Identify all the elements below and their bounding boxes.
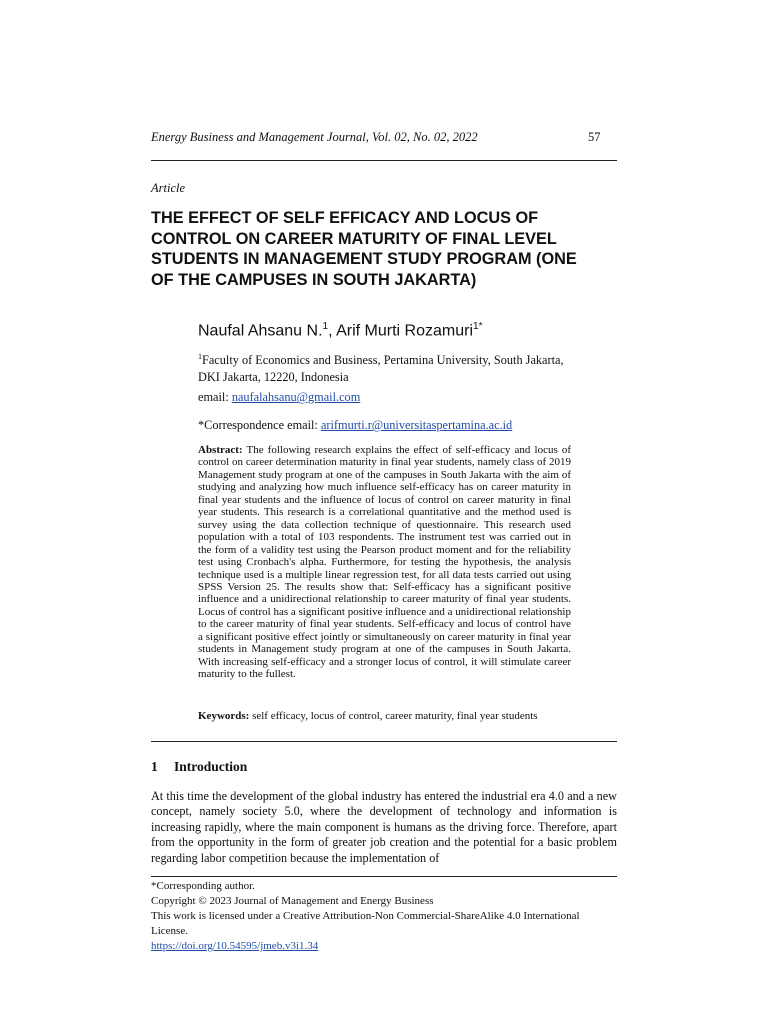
license-note: This work is licensed under a Creative Attribution-Non Commercial-ShareAlike 4.0 International License. [151,910,580,937]
author-affiliation [198,348,578,386]
keywords [198,710,571,723]
footnote-rule [151,876,617,877]
running-head-journal: Energy Business and Management Journal, Vol. 02, No. 02, 2022 [151,130,478,144]
corresponding-author-note: *Corresponding author. [151,880,255,892]
section-number: 1 [151,759,158,774]
author-email-line [198,390,360,405]
section-title: Introduction [174,759,248,774]
correspondence-email-line [198,418,512,433]
author-affiliation-mark: 1 [322,321,329,332]
correspondence-label: *Correspondence email: [198,418,321,432]
footnotes [151,879,617,954]
section-heading-introduction [151,759,247,775]
keywords-label: Keywords: [198,710,250,722]
keywords-text: self efficacy, locus of control, career maturity, final year students [249,710,538,722]
copyright-note: Copyright © 2023 Journal of Management and Energy Business [151,895,434,907]
abstract [198,444,571,681]
page-number: 57 [588,130,601,144]
abstract-label: Abstract: [198,444,243,456]
affiliation-text: Faculty of Economics and Business, Pertamina University, South Jakarta, DKI Jakarta, 12220, Indonesia [198,353,564,385]
author-affiliation-mark: 1* [473,321,483,332]
article-type-label: Article [151,181,186,195]
affiliation-mark: 1 [198,352,202,361]
correspondence-email-link[interactable]: arifmurti.r@universitaspertamina.ac.id [320,418,513,432]
author-list [198,321,482,340]
paper-title: THE EFFECT OF SELF EFFICACY AND LOCUS OF CONTROL ON CAREER MATURITY OF FINAL LEVEL STUDENTS IN MANAGEMENT STUDY PROGRAM (ONE OF THE CAMPUSES IN SOUTH JAKARTA) [151,209,577,289]
section-rule [151,741,617,742]
doi-link[interactable]: https://doi.org/10.54595/jmeb.v3i1.34 [151,940,319,952]
email-link[interactable]: naufalahsanu@gmail.com [231,390,361,404]
author-name: Naufal Ahsanu N. [198,322,323,340]
author-name: Arif Murti Rozamuri [336,322,474,340]
author-separator: , [328,322,337,340]
introduction-paragraph: At this time the development of the global industry has entered the industrial era 4.0 and a new concept, namely society 5.0, where the development of technology and information is increasing rapidly, where the main component is humans as the driving force. Therefore, apart from the opportunity in the form of greater job creation and the potential for a basic problem regarding labor competition because the implementation of [151,789,617,865]
abstract-text: The following research explains the effect of self-efficacy and locus of control on career determination maturity in final year students, namely class of 2019 Management study program at one of the campuses in South Jakarta with the aim of studying and analyzing how much influence self-efficacy has on career maturity in final year students and the influence of locus of control on career maturity in final year students. This research is a correlational quantitative and the method used is survey using the data collection technique of questionnaire. This research used population with a total of 103 respondents. The instrument test was carried out in the form of a validity test using the Pearson product moment and for the reliability test using Cronbach's alpha. Furthermore, for testing the hypothesis, the analysis technique used is a multiple linear regression test, for all data tests carried out using SPSS Version 25. The results show that: Self-efficacy has a significant positive influence and a unidirectional relationship to career maturity of final year students. Locus of control has a significant positive influence and a unidirectional relationship to the career maturity of final year students. Self-efficacy and locus of control have a significant positive effect jointly or simultaneously on career maturity in final year students in Management study program at one of the campuses in South Jakarta. With increasing self-efficacy and a stronger locus of control, it will stimulate career maturity to the fullest. [198,444,571,681]
header-rule [151,160,617,161]
email-label: email: [198,390,232,404]
